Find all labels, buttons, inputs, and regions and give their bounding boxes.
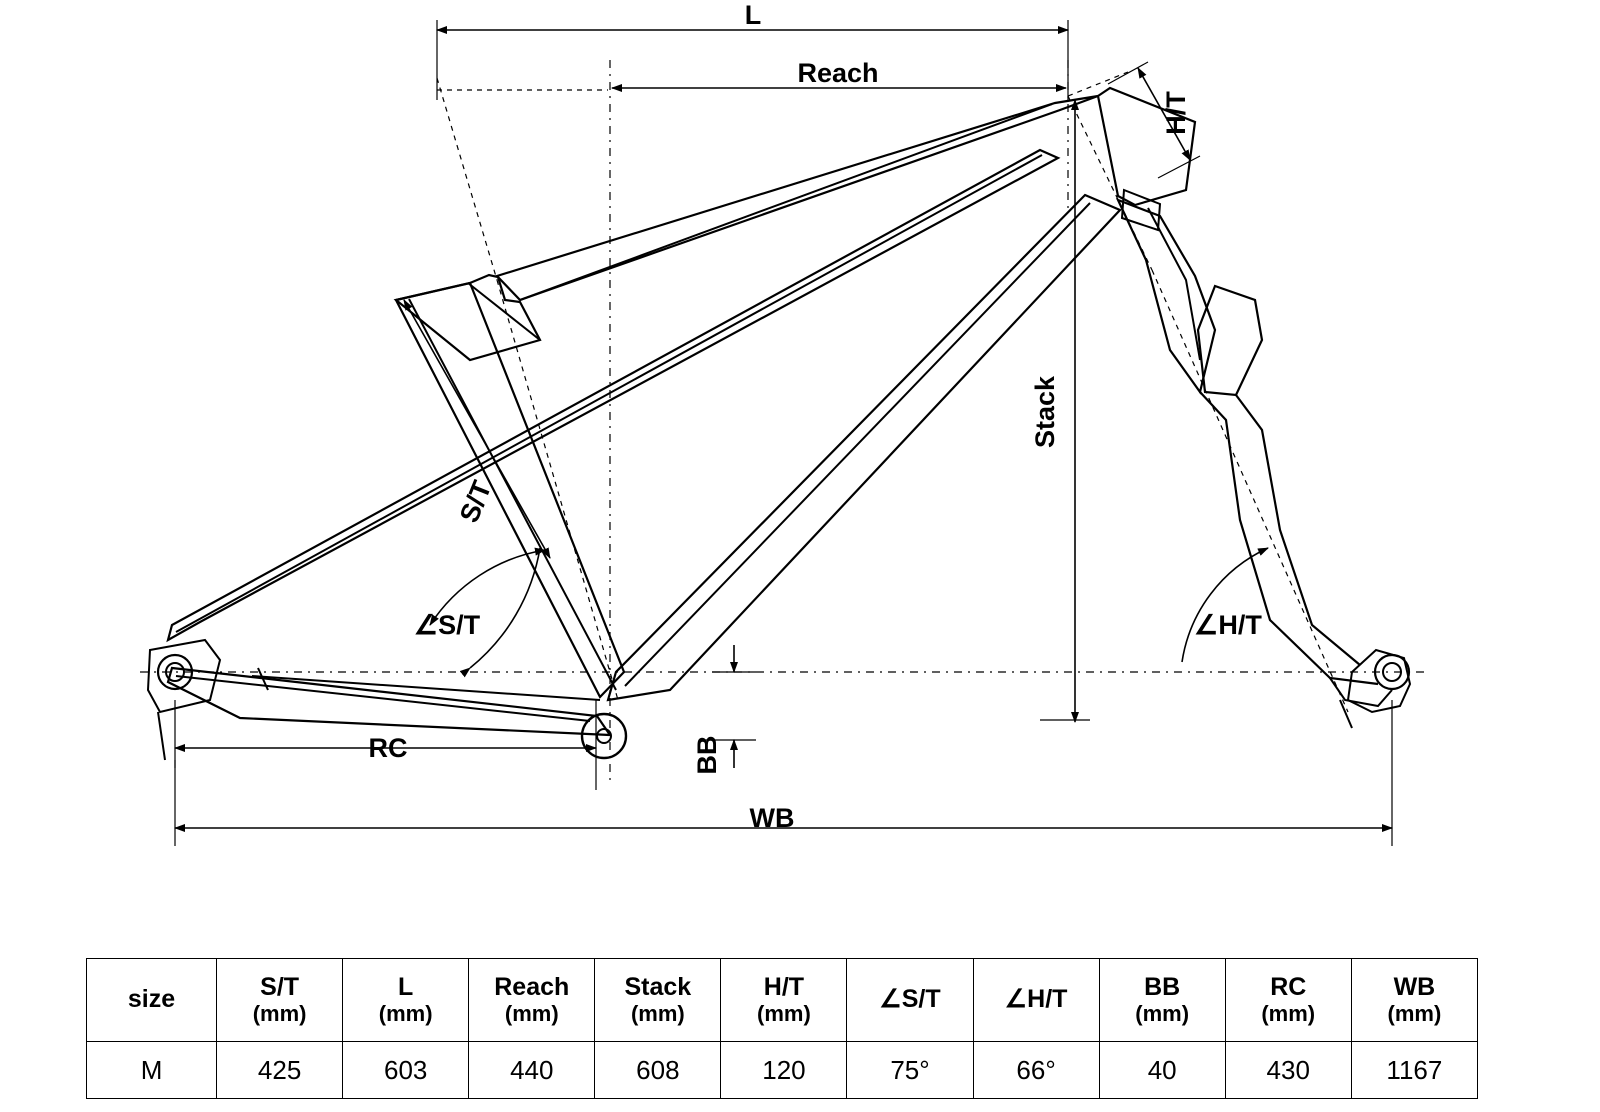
dimension-label-reach: Reach	[797, 58, 879, 88]
column-header-name: size	[127, 985, 176, 1014]
column-header-unit: (mm)	[1387, 1000, 1442, 1026]
column-header-name: L	[398, 973, 414, 1002]
column-header-unit: (mm)	[1135, 1000, 1190, 1026]
dimension-label-wheelbase: WB	[749, 803, 795, 833]
dimension-label-stack: Stack	[1030, 375, 1060, 449]
cell-bb: 40	[1099, 1042, 1225, 1099]
column-header-unit: (mm)	[630, 1000, 685, 1026]
column-header-unit: (mm)	[504, 1000, 559, 1026]
cell-ht: 120	[721, 1042, 847, 1099]
column-header-ht-angle	[973, 959, 1099, 1042]
dimension-label-head-tube: H/T	[1161, 91, 1191, 135]
cell-rc: 430	[1225, 1042, 1351, 1099]
column-header-name: S/T	[260, 973, 300, 1002]
column-header-size	[87, 959, 217, 1042]
dimension-label-seat-tube-angle: ∠S/T	[413, 610, 481, 640]
column-header-name: ∠S/T	[879, 985, 941, 1014]
dimension-label-l: L	[744, 0, 762, 30]
column-header-wb	[1351, 959, 1477, 1042]
dimension-label-seat-tube: S/T	[453, 476, 498, 527]
column-header-st	[217, 959, 343, 1042]
column-header-l	[343, 959, 469, 1042]
cell-ht-angle: 66°	[973, 1042, 1099, 1099]
cell-size: M	[87, 1042, 217, 1099]
cell-st-angle: 75°	[847, 1042, 973, 1099]
column-header-unit: (mm)	[378, 1000, 433, 1026]
column-header-reach	[469, 959, 595, 1042]
dimension-label-head-tube-angle: ∠H/T	[1194, 610, 1262, 640]
column-header-name: ∠H/T	[1004, 985, 1068, 1014]
column-header-name: Stack	[624, 973, 692, 1002]
column-header-st-angle	[847, 959, 973, 1042]
table-row	[87, 1042, 1478, 1099]
geometry-spec-table	[86, 958, 1478, 1099]
column-header-unit: (mm)	[757, 1000, 811, 1026]
dimension-label-bb-drop: BB	[692, 735, 722, 775]
cell-reach: 440	[469, 1042, 595, 1099]
cell-stack: 608	[595, 1042, 721, 1099]
table-header-row	[87, 959, 1478, 1042]
column-header-name: RC	[1270, 973, 1307, 1002]
column-header-name: H/T	[763, 973, 805, 1002]
column-header-name: Reach	[494, 973, 570, 1002]
column-header-name: WB	[1393, 973, 1436, 1002]
cell-st: 425	[217, 1042, 343, 1099]
cell-l: 603	[343, 1042, 469, 1099]
dimension-label-chainstay: RC	[368, 733, 408, 763]
cell-wb: 1167	[1351, 1042, 1477, 1099]
column-header-bb	[1099, 959, 1225, 1042]
column-header-name: BB	[1144, 973, 1181, 1002]
column-header-rc	[1225, 959, 1351, 1042]
column-header-stack	[595, 959, 721, 1042]
column-header-unit: (mm)	[1261, 1000, 1316, 1026]
column-header-unit: (mm)	[252, 1000, 307, 1026]
column-header-ht	[721, 959, 847, 1042]
